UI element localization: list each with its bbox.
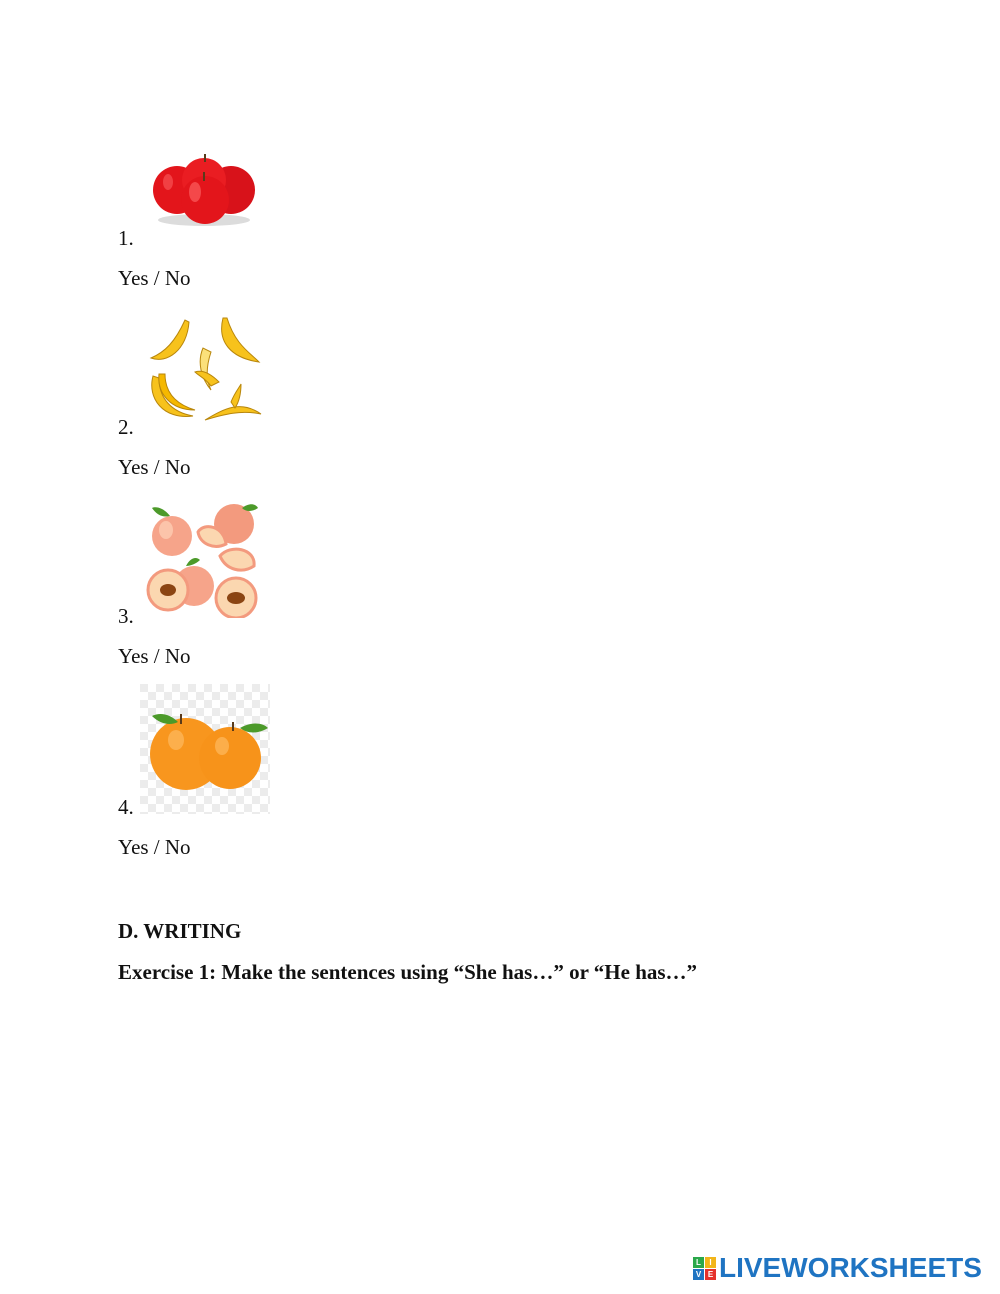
bananas-image xyxy=(145,312,265,427)
peaches-image xyxy=(146,500,260,618)
yes-no-answer-2[interactable]: Yes / No xyxy=(118,455,191,479)
yes-no-answer-4[interactable]: Yes / No xyxy=(118,835,191,859)
yes-no-answer-3[interactable]: Yes / No xyxy=(118,644,191,668)
exercise-instruction: Exercise 1: Make the sentences using “She has…” or “He has…” xyxy=(118,960,698,984)
logo-mark-icon: L I V E xyxy=(693,1257,716,1280)
item-number-1: 1. xyxy=(118,226,134,250)
logo-text: LIVEWORKSHEETS xyxy=(719,1252,982,1283)
item-number-4: 4. xyxy=(118,795,134,819)
oranges-image xyxy=(140,684,270,814)
section-title: D. WRITING xyxy=(118,919,242,943)
liveworksheets-logo[interactable] xyxy=(693,1252,982,1284)
apples-image xyxy=(150,150,258,228)
item-number-2: 2. xyxy=(118,415,134,439)
item-number-3: 3. xyxy=(118,604,134,628)
yes-no-answer-1[interactable]: Yes / No xyxy=(118,266,191,290)
